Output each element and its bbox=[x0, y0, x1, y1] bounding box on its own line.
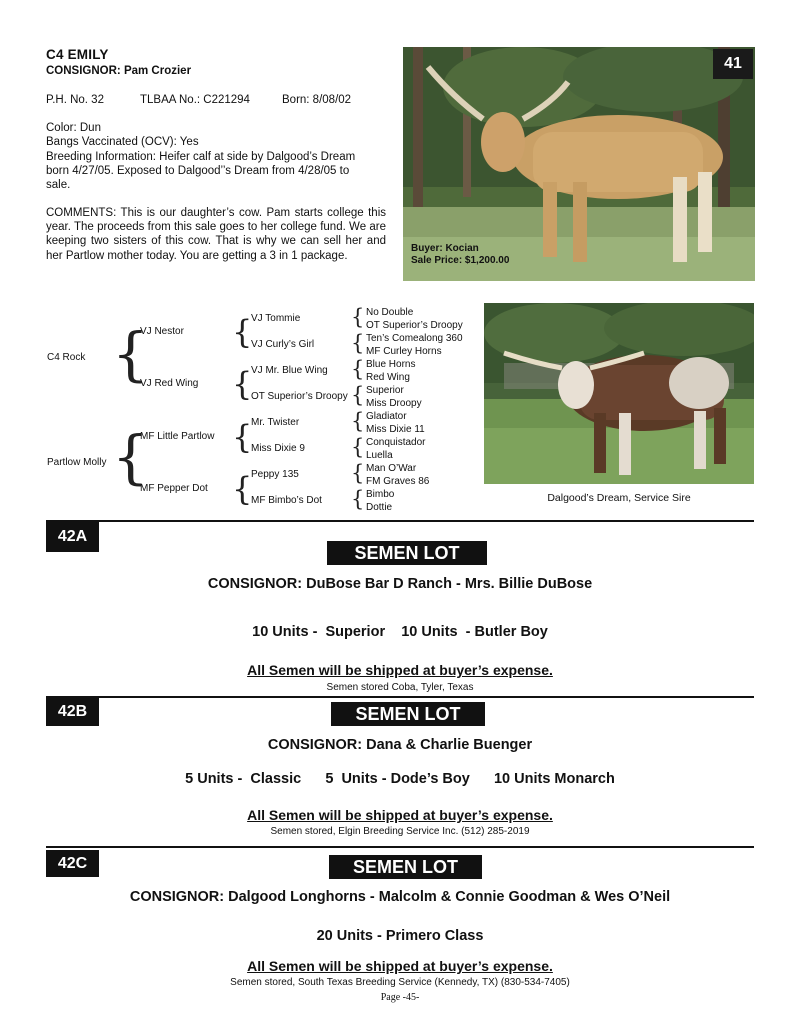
pedigree-gen2: MF Little Partlow bbox=[140, 431, 215, 442]
lot-id-row bbox=[46, 94, 351, 106]
semen-lot-title: SEMEN LOT bbox=[329, 855, 482, 879]
buyer-info bbox=[411, 243, 509, 267]
breeding-info: Breeding Information: Heifer calf at side by Dalgood’s Dream born 4/27/05. Exposed to Dalgood’’s Dream from 4/28/05 to sale. bbox=[46, 151, 356, 191]
lot-42a-consignor: CONSIGNOR: DuBose Bar D Ranch - Mrs. Billie DuBose bbox=[207, 576, 593, 592]
lot-42b-shipping: All Semen will be shipped at buyer’s expense. bbox=[247, 807, 553, 823]
pedigree-gen4: Red Wing bbox=[366, 372, 410, 383]
pedigree-gen3: VJ Mr. Blue Wing bbox=[251, 365, 328, 376]
lot-consignor: CONSIGNOR: Pam Crozier bbox=[46, 65, 192, 77]
pedigree-gen4: Blue Horns bbox=[366, 359, 416, 370]
pedigree-gen3: Peppy 135 bbox=[251, 469, 299, 480]
pedigree-gen3: Mr. Twister bbox=[251, 417, 300, 428]
bangs-info: Bangs Vaccinated (OCV): Yes bbox=[46, 136, 199, 148]
lot-42a-storage: Semen stored Coba, Tyler, Texas bbox=[326, 682, 474, 693]
pedigree-gen4: Superior bbox=[366, 385, 404, 396]
birth-date: Born: 8/08/02 bbox=[282, 94, 352, 106]
brace-small: { bbox=[351, 331, 365, 355]
sire-photo-caption: Dalgood’s Dream, Service Sire bbox=[547, 492, 691, 504]
lot-42a-units: 10 Units - Superior 10 Units - Butler Boy bbox=[252, 624, 548, 640]
brace-small: { bbox=[351, 409, 365, 433]
pedigree-gen4: Miss Droopy bbox=[366, 398, 422, 409]
pedigree-sire: C4 Rock bbox=[47, 352, 86, 363]
lot-code-badge: 42C bbox=[46, 850, 99, 877]
brace-large: { bbox=[112, 320, 149, 388]
pedigree-gen3: MF Bimbo’s Dot bbox=[251, 495, 322, 506]
pedigree-gen4: Man O’War bbox=[366, 463, 417, 474]
brace-medium: { bbox=[232, 313, 253, 351]
pedigree-gen2: VJ Red Wing bbox=[140, 378, 199, 389]
brace-small: { bbox=[351, 487, 365, 511]
pedigree-gen4: Conquistador bbox=[366, 437, 426, 448]
sire-photo bbox=[484, 303, 754, 484]
brace-small: { bbox=[351, 383, 365, 407]
lot-42b-storage: Semen stored, Elgin Breeding Service Inc. (512) 285-2019 bbox=[270, 826, 530, 837]
semen-lot-title: SEMEN LOT bbox=[331, 702, 485, 726]
lot-42c-storage: Semen stored, South Texas Breeding Service (Kennedy, TX) (830-534-7405) bbox=[230, 977, 570, 988]
pedigree-gen4: FM Graves 86 bbox=[366, 476, 430, 487]
brace-small: { bbox=[351, 305, 365, 329]
color-info: Color: Dun bbox=[46, 122, 101, 134]
pedigree-gen4: No Double bbox=[366, 307, 414, 318]
pedigree-gen4: Ten’s Comealong 360 bbox=[366, 333, 463, 344]
pedigree-gen4: OT Superior’s Droopy bbox=[366, 320, 463, 331]
pedigree-gen4: MF Curley Horns bbox=[366, 346, 442, 357]
brace-medium: { bbox=[232, 365, 253, 403]
pedigree-gen3: VJ Tommie bbox=[251, 313, 301, 324]
lot-42a-shipping: All Semen will be shipped at buyer’s expense. bbox=[247, 662, 553, 678]
section-divider bbox=[46, 696, 754, 698]
pedigree-gen3: Miss Dixie 9 bbox=[251, 443, 305, 454]
lot-42c-shipping: All Semen will be shipped at buyer’s expense. bbox=[247, 958, 553, 974]
tlbaa-number: TLBAA No.: C221294 bbox=[140, 94, 250, 106]
pedigree-gen3: VJ Curly’s Girl bbox=[251, 339, 315, 350]
lot-number-badge: 41 bbox=[713, 49, 753, 79]
lot-title: C4 EMILY bbox=[46, 47, 109, 62]
brace-medium: { bbox=[232, 470, 253, 508]
pedigree-gen4: Luella bbox=[366, 450, 393, 461]
pedigree-gen4: Gladiator bbox=[366, 411, 407, 422]
section-divider bbox=[46, 520, 754, 522]
pedigree-gen3: OT Superior’s Droopy bbox=[251, 391, 348, 402]
brace-large: { bbox=[112, 423, 149, 491]
brace-medium: { bbox=[232, 418, 253, 456]
brace-small: { bbox=[351, 461, 365, 485]
pedigree-gen4: Bimbo bbox=[366, 489, 395, 500]
sale-price: Sale Price: $1,200.00 bbox=[411, 255, 510, 266]
comments: COMMENTS: This is our daughter’s cow. Pam starts college this year. The proceeds from this sale goes to her college fund. We are keeping two sisters of this cow. That is why we can sell her and her Partlow mother today. You are getting a 3 in 1 package. bbox=[46, 207, 386, 262]
lot-code-badge: 42B bbox=[46, 698, 99, 726]
lot-42c-units: 20 Units - Primero Class bbox=[316, 928, 484, 944]
pedigree-gen4: Dottie bbox=[366, 502, 393, 513]
page-number: Page -45- bbox=[380, 992, 420, 1003]
buyer-name: Buyer: Kocian bbox=[411, 243, 479, 254]
lot-code-badge: 42A bbox=[46, 522, 99, 552]
brace-small: { bbox=[351, 435, 365, 459]
ph-number: P.H. No. 32 bbox=[46, 94, 104, 106]
semen-lot-title: SEMEN LOT bbox=[327, 541, 487, 565]
pedigree-gen2: MF Pepper Dot bbox=[140, 483, 208, 494]
pedigree-gen4: Miss Dixie 11 bbox=[366, 424, 425, 435]
pedigree-dam: Partlow Molly bbox=[47, 457, 107, 468]
section-divider bbox=[46, 846, 754, 848]
brace-small: { bbox=[351, 357, 365, 381]
lot-42b-consignor: CONSIGNOR: Dana & Charlie Buenger bbox=[267, 737, 533, 753]
lot-42b-units: 5 Units - Classic 5 Units - Dode’s Boy 10 Units Monarch bbox=[185, 771, 615, 787]
lot-42c-consignor: CONSIGNOR: Dalgood Longhorns - Malcolm & Connie Goodman & Wes O’Neil bbox=[129, 889, 671, 905]
pedigree-gen2: VJ Nestor bbox=[140, 326, 184, 337]
